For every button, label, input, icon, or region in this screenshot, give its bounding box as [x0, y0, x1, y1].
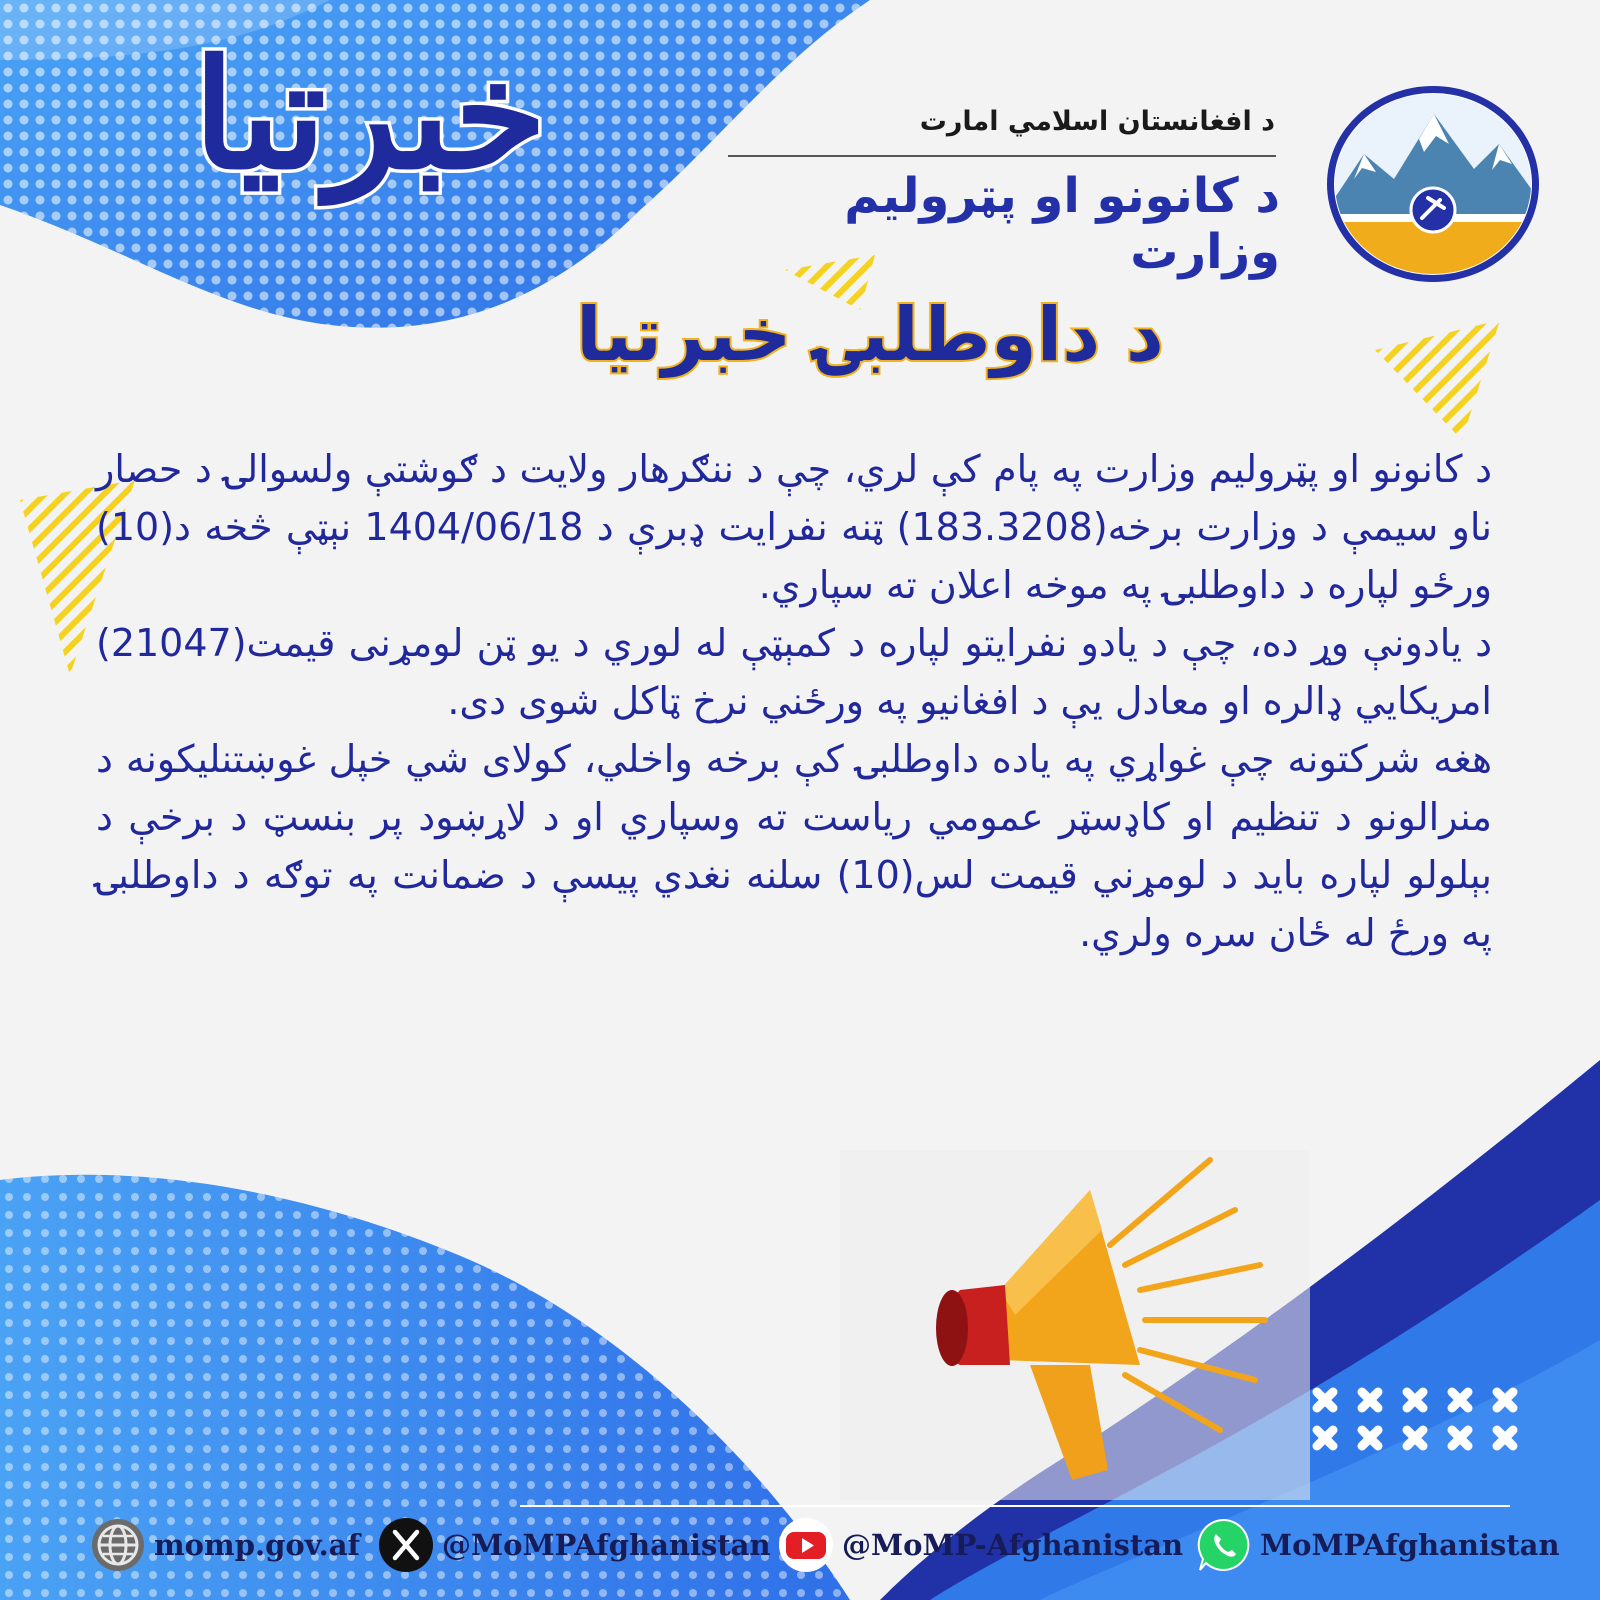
paragraph-instructions: هغه شرکتونه چې غواړي په یاده داوطلبۍ کې برخه واخلي، کولای شي خپل غوښتنلیکونه د منرالونو د تنظیم او کاډسټر عمومي ریاست ته وسپاري او د لاړښود پر بنسټ د برخې د بېلولو لپاره باید د لومړني قیمت لس(10) سلنه نغدي پیسې د ضمانت په توګه د داوطلبۍ په ورځ له ځان سره ولري.: [96, 737, 1492, 955]
footer-whatsapp-account[interactable]: [1196, 1515, 1560, 1575]
whatsapp-icon: [1196, 1517, 1252, 1573]
mountain-logo-icon: [1324, 84, 1542, 284]
youtube-icon: [778, 1517, 834, 1573]
footer-divider: [520, 1505, 1510, 1507]
paragraph-price: د یادونې وړ ده، چې د یادو نفرایتو لپاره د کمېټې له لوري د یو ټن لومړنی قیمت(21047) امریکایي ډالره او معادل یې د افغانیو په ورځني نرخ ټاکل شوی دی.: [96, 621, 1492, 723]
whatsapp-handle-text: MoMPAfghanistan: [1260, 1528, 1560, 1562]
x-logo-icon: [378, 1517, 434, 1573]
headline-word: خبرتیا: [193, 27, 547, 203]
notice-title: د داوطلبۍ خبرتیا: [576, 292, 1164, 378]
footer-website[interactable]: [90, 1515, 360, 1575]
header-divider: [728, 155, 1276, 157]
x-handle-text: @MoMPAfghanistan: [442, 1528, 771, 1562]
ministry-name: د کانونو او پټرولیم وزارت: [844, 168, 1280, 280]
youtube-handle-text: @MoMP-Afghanistan: [842, 1528, 1184, 1562]
footer-youtube-account[interactable]: [778, 1515, 1183, 1575]
megaphone-icon: [840, 1150, 1310, 1500]
paragraph-announcement: د کانونو او پټرولیم وزارت په پام کې لري، چې د ننګرهار ولایت د ګوشتې ولسوالۍ د حصار ناو سیمې د وزارت برخه(183.3208) ټنه نفرایت ډبرې د 1404/06/18 نېټې څخه د(10) ورځو لپاره د داوطلبۍ په موخه اعلان ته سپاري.: [96, 447, 1492, 607]
notice-body: [96, 440, 1492, 962]
globe-icon: [90, 1517, 146, 1573]
emirate-name: د افغانستان اسلامي امارت: [919, 106, 1275, 137]
website-text: momp.gov.af: [154, 1528, 361, 1562]
footer-x-account[interactable]: [378, 1515, 771, 1575]
